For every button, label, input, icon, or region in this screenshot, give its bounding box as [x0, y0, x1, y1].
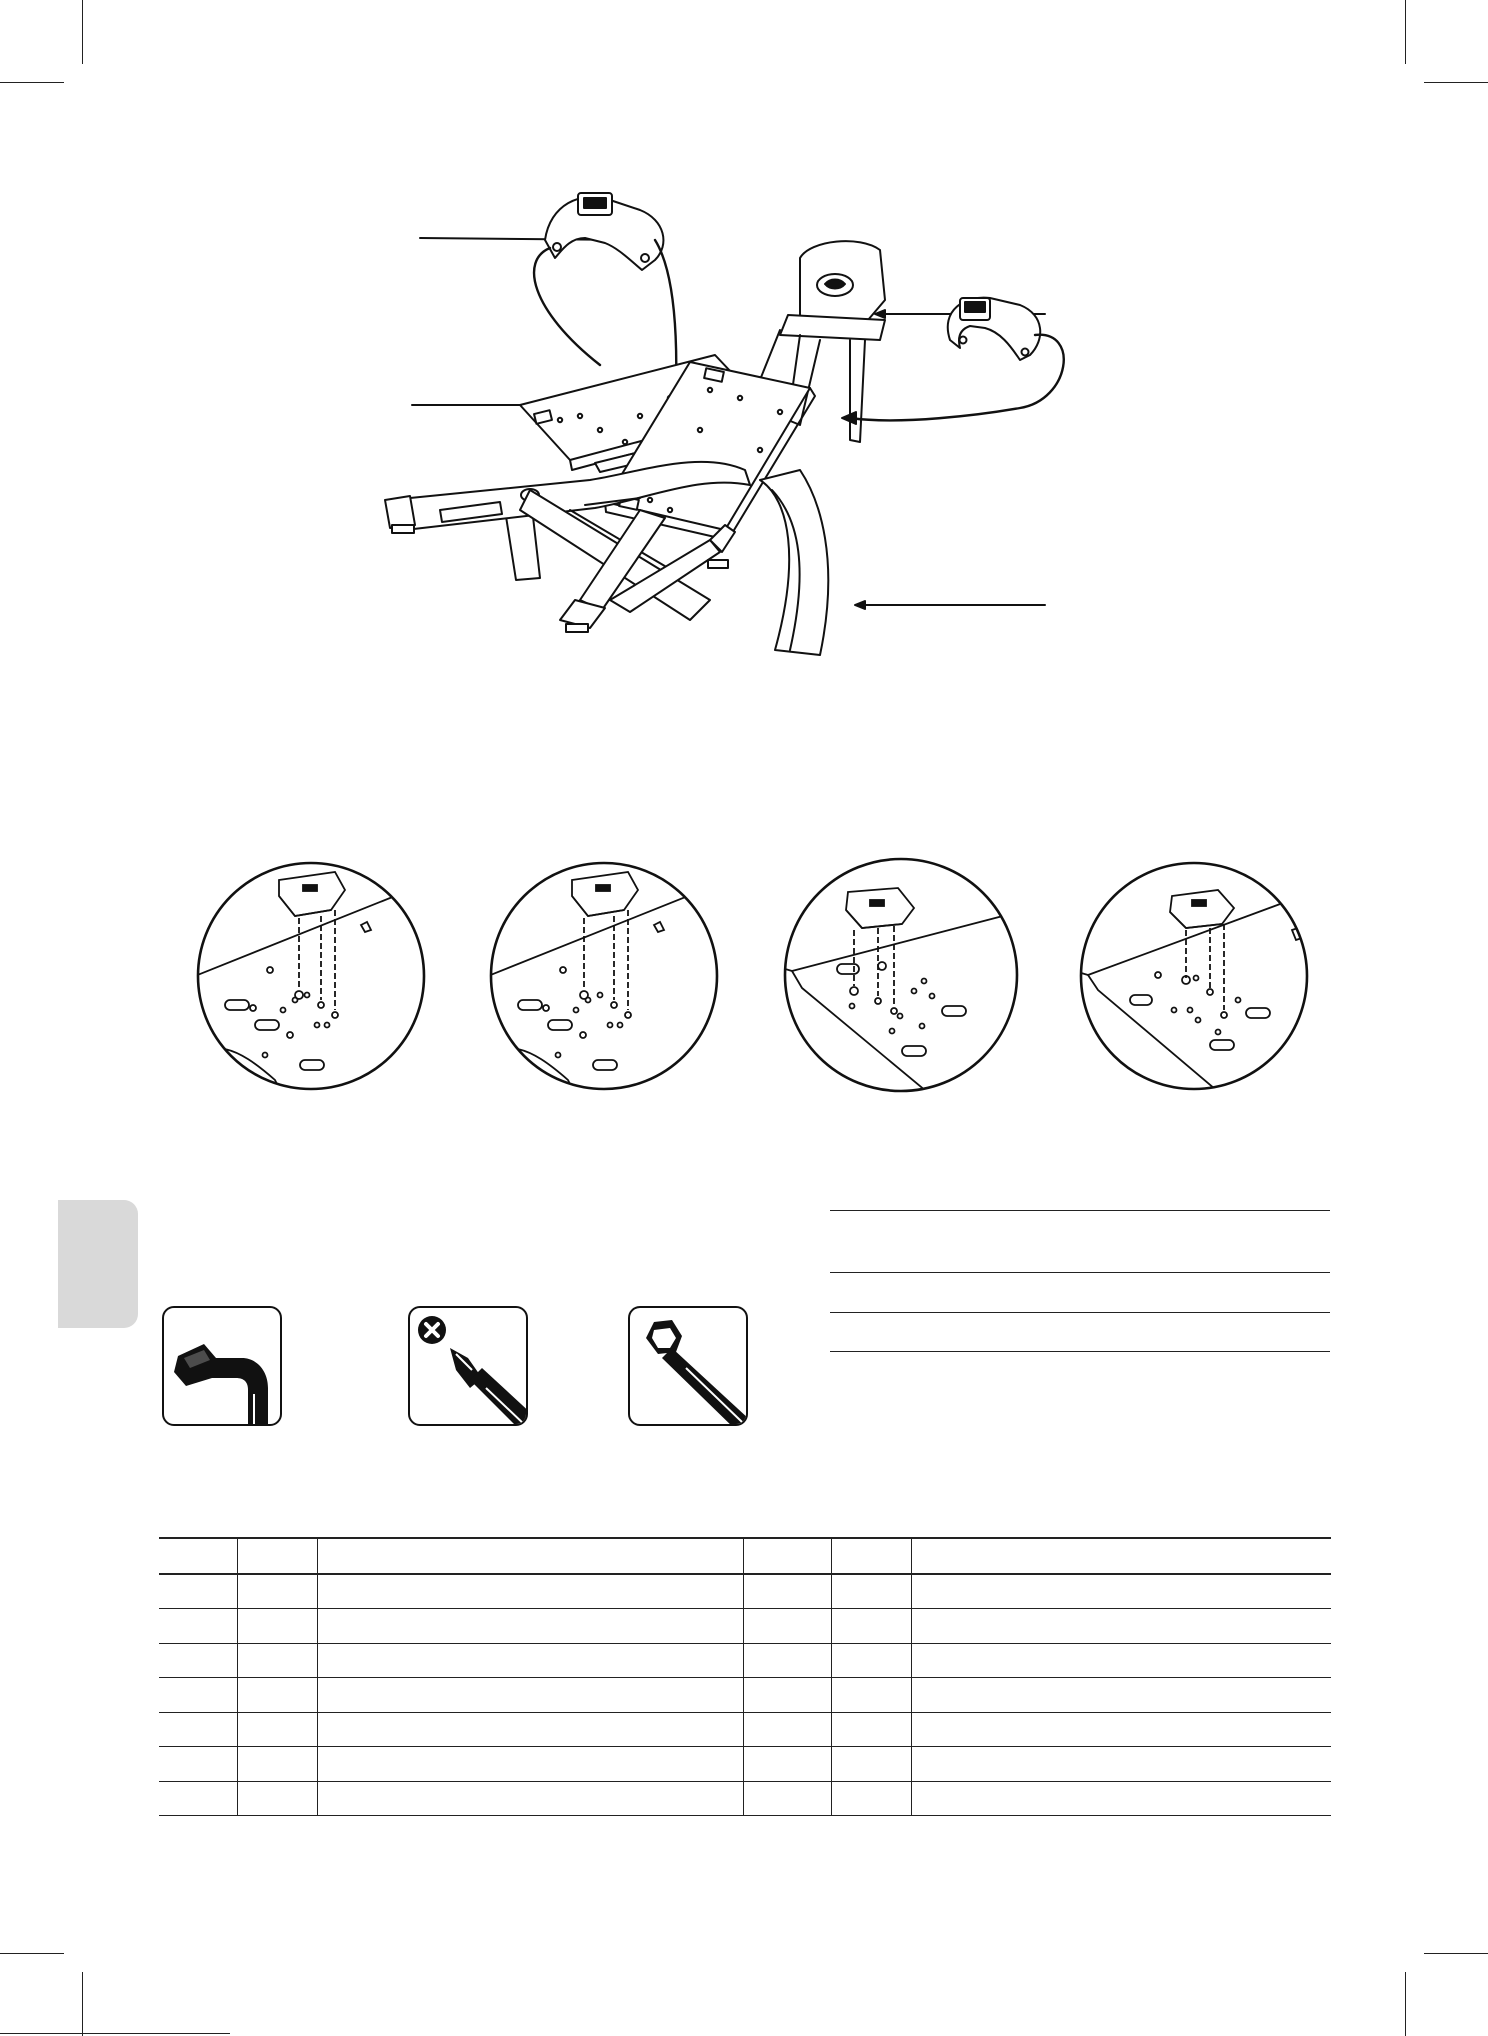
rule-2: [830, 1272, 1330, 1273]
detail-view-1: [195, 860, 427, 1092]
rule-4: [830, 1351, 1330, 1352]
table-row: [159, 1609, 1331, 1644]
table-cell: [159, 1678, 237, 1713]
table-header-cell: [237, 1538, 317, 1574]
table-cell: [317, 1712, 743, 1747]
table-cell: [831, 1747, 911, 1782]
tool-hex-key: [162, 1306, 282, 1426]
table-cell: [159, 1643, 237, 1678]
cradle-end-cap-detail-icon: [782, 856, 1020, 1094]
table-row: [159, 1781, 1331, 1816]
table-row: [159, 1747, 1331, 1782]
table-cell: [911, 1609, 1331, 1644]
table-row: [159, 1574, 1331, 1609]
table-header-cell: [831, 1538, 911, 1574]
table-row: [159, 1643, 1331, 1678]
crop-mark-bottom-left-v: [82, 1972, 83, 2036]
table-cell: [911, 1747, 1331, 1782]
table-cell: [831, 1574, 911, 1609]
table-cell: [911, 1781, 1331, 1816]
cradle-end-cap-detail-icon: [195, 860, 427, 1092]
detail-view-4: [1078, 860, 1310, 1092]
table-cell: [159, 1712, 237, 1747]
table-cell: [317, 1609, 743, 1644]
detail-view-2: [488, 860, 720, 1092]
table-cell: [159, 1574, 237, 1609]
hex-key-icon: [164, 1308, 280, 1424]
cradle-end-cap-detail-icon: [488, 860, 720, 1092]
crop-mark-bottom-left-h: [0, 1953, 64, 1954]
table-cell: [317, 1678, 743, 1713]
crop-mark-bottom-right-v: [1405, 1972, 1406, 2036]
parts-table: [159, 1537, 1331, 1816]
table-cell: [317, 1781, 743, 1816]
cradle-end-cap-detail-icon: [1078, 860, 1310, 1092]
table-cell: [317, 1747, 743, 1782]
table-cell: [743, 1781, 831, 1816]
table-cell: [237, 1609, 317, 1644]
table-cell: [911, 1643, 1331, 1678]
rule-3: [830, 1312, 1330, 1313]
crop-mark-bottom-right-h: [1424, 1953, 1488, 1954]
table-cell: [743, 1747, 831, 1782]
table-cell: [911, 1574, 1331, 1609]
crop-mark-top-left-v: [82, 0, 83, 64]
table-row: [159, 1678, 1331, 1713]
rule-1: [830, 1210, 1330, 1211]
table-cell: [159, 1747, 237, 1782]
table-cell: [911, 1712, 1331, 1747]
table-header-cell: [317, 1538, 743, 1574]
crop-mark-top-right-h: [1424, 82, 1488, 83]
crop-mark-bottom-left-extra: [0, 2033, 230, 2034]
table-header-row: [159, 1538, 1331, 1574]
phillips-screwdriver-icon: [410, 1308, 526, 1424]
table-cell: [237, 1712, 317, 1747]
table-cell: [237, 1747, 317, 1782]
table-cell: [237, 1643, 317, 1678]
table-cell: [317, 1643, 743, 1678]
assembly-illustration: [380, 180, 1080, 810]
table-cell: [831, 1678, 911, 1713]
table-cell: [831, 1781, 911, 1816]
table-cell: [831, 1643, 911, 1678]
table-header-cell: [911, 1538, 1331, 1574]
table-cell: [743, 1678, 831, 1713]
side-tab: [58, 1200, 138, 1328]
table-cell: [831, 1712, 911, 1747]
table-cell: [743, 1643, 831, 1678]
table-cell: [237, 1574, 317, 1609]
tool-wrench: [628, 1306, 748, 1426]
table-cell: [237, 1781, 317, 1816]
table-cell: [831, 1609, 911, 1644]
table-cell: [159, 1781, 237, 1816]
table-cell: [237, 1678, 317, 1713]
table-header-cell: [159, 1538, 237, 1574]
weight-bench-stand-exploded-icon: [380, 180, 1080, 810]
crop-mark-top-left-h: [0, 82, 64, 83]
table-cell: [743, 1712, 831, 1747]
table-header-cell: [743, 1538, 831, 1574]
table-row: [159, 1712, 1331, 1747]
crop-mark-top-right-v: [1405, 0, 1406, 64]
tool-phillips-screwdriver: [408, 1306, 528, 1426]
table-cell: [743, 1574, 831, 1609]
wrench-icon: [630, 1308, 746, 1424]
table-cell: [159, 1609, 237, 1644]
table-cell: [317, 1574, 743, 1609]
table-cell: [743, 1609, 831, 1644]
table-cell: [911, 1678, 1331, 1713]
detail-view-3: [782, 856, 1020, 1094]
